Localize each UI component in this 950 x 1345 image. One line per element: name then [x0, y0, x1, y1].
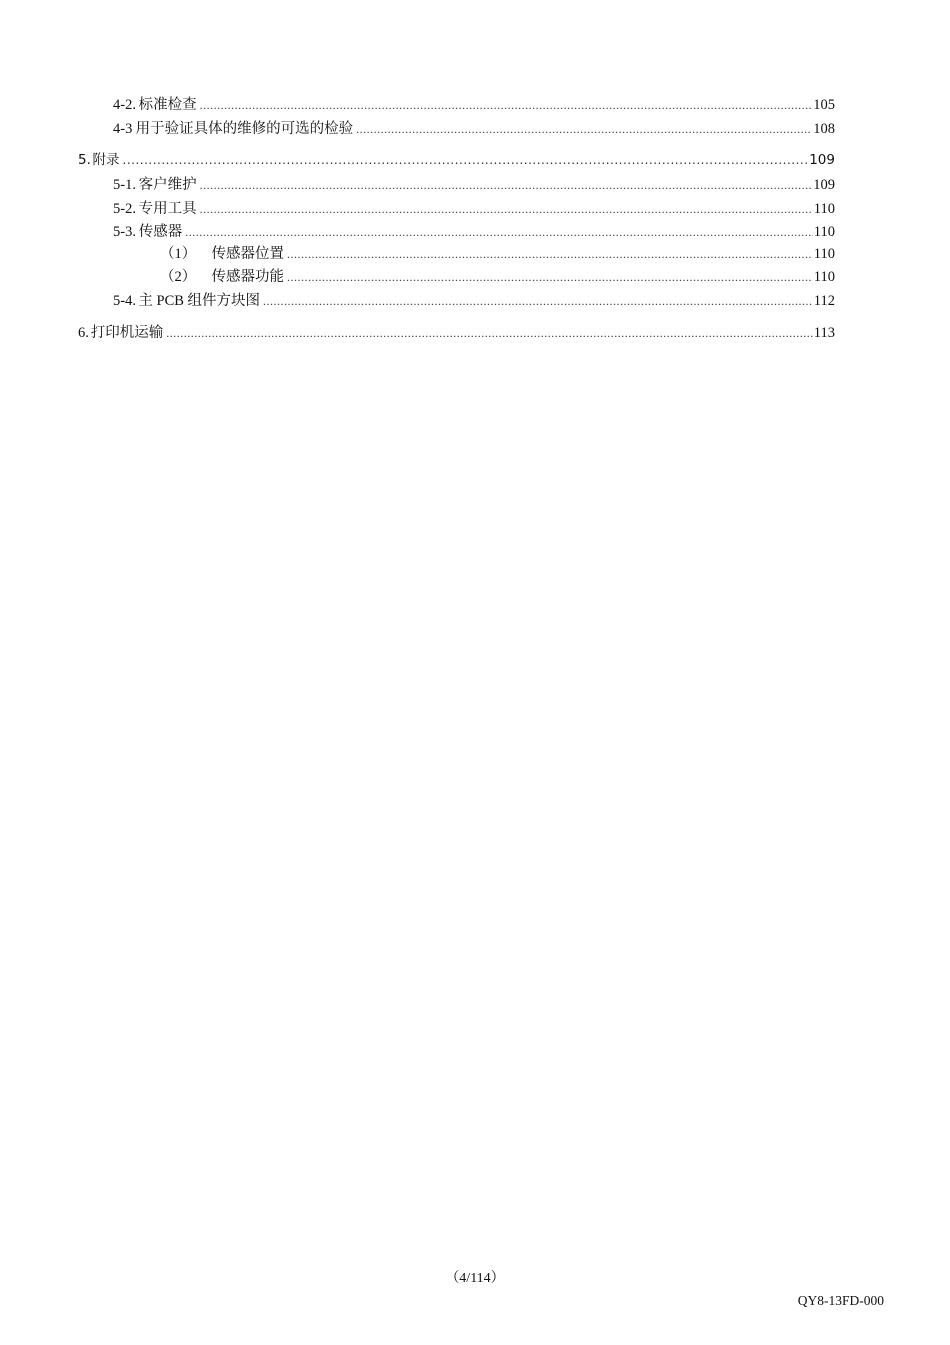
toc-entry-5-2[interactable] [113, 199, 835, 219]
page-number: （4/114） [445, 1271, 505, 1286]
toc-entry-page: 113 [813, 325, 835, 341]
toc-entry-5-3[interactable] [113, 222, 835, 242]
toc-entry-number: 5-1. [113, 177, 136, 193]
toc-entry-number: 4-2. [113, 97, 136, 113]
dot-leader [185, 222, 813, 242]
toc-entry-page: 108 [813, 121, 835, 137]
toc-entry-title: 专用工具 [138, 201, 197, 217]
toc-entry-title: 传感器 [138, 224, 183, 240]
toc-entry-5-3-2[interactable] [160, 267, 835, 287]
dot-leader [287, 244, 813, 264]
toc-entry-number: 5-4. [113, 293, 136, 309]
dot-leader [263, 291, 813, 311]
document-code: QY8-13FD-000 [797, 1293, 884, 1308]
dot-leader [166, 323, 813, 343]
toc-entry-number: 5-2. [113, 201, 136, 217]
toc-entry-page: 112 [813, 293, 835, 309]
toc-entry-number: （2） [160, 269, 197, 285]
toc-entry-title: 传感器功能 [211, 269, 285, 285]
toc-entry-number: 4-3 [113, 121, 133, 137]
toc-entry-number: 5. [78, 152, 91, 168]
toc-entry-number: 5-3. [113, 224, 136, 240]
toc-entry-title: 打印机运输 [90, 325, 164, 341]
toc-entry-title: 附录 [92, 152, 120, 168]
toc-entry-page: 109 [813, 177, 835, 193]
toc-entry-5[interactable] [78, 150, 835, 170]
dot-leader [287, 267, 813, 287]
toc-entry-4-2[interactable] [113, 95, 835, 115]
toc-entry-title: 标准检查 [138, 97, 197, 113]
dot-leader [123, 150, 809, 170]
toc-entry-title: 主 PCB 组件方块图 [138, 293, 261, 309]
dot-leader [356, 119, 812, 139]
toc-entry-4-3[interactable] [113, 119, 835, 139]
dot-leader [200, 175, 813, 195]
toc-entry-5-3-1[interactable] [160, 244, 835, 264]
toc-entry-page: 109 [809, 152, 835, 168]
toc-entry-page: 110 [813, 269, 835, 285]
toc-entry-number: （1） [160, 246, 197, 262]
toc-entry-title: 用于验证具体的维修的可选的检验 [135, 121, 354, 137]
toc-entry-6[interactable] [78, 323, 835, 343]
toc-entry-page: 110 [813, 246, 835, 262]
toc-entry-page: 105 [813, 97, 835, 113]
toc-entry-page: 110 [813, 224, 835, 240]
toc-entry-title: 客户维护 [138, 177, 197, 193]
toc-entry-page: 110 [813, 201, 835, 217]
dot-leader [200, 95, 813, 115]
toc-entry-5-1[interactable] [113, 175, 835, 195]
toc-entry-title: 传感器位置 [211, 246, 285, 262]
dot-leader [200, 199, 813, 219]
toc-entry-number: 6. [78, 325, 89, 341]
toc-entry-5-4[interactable] [113, 291, 835, 311]
